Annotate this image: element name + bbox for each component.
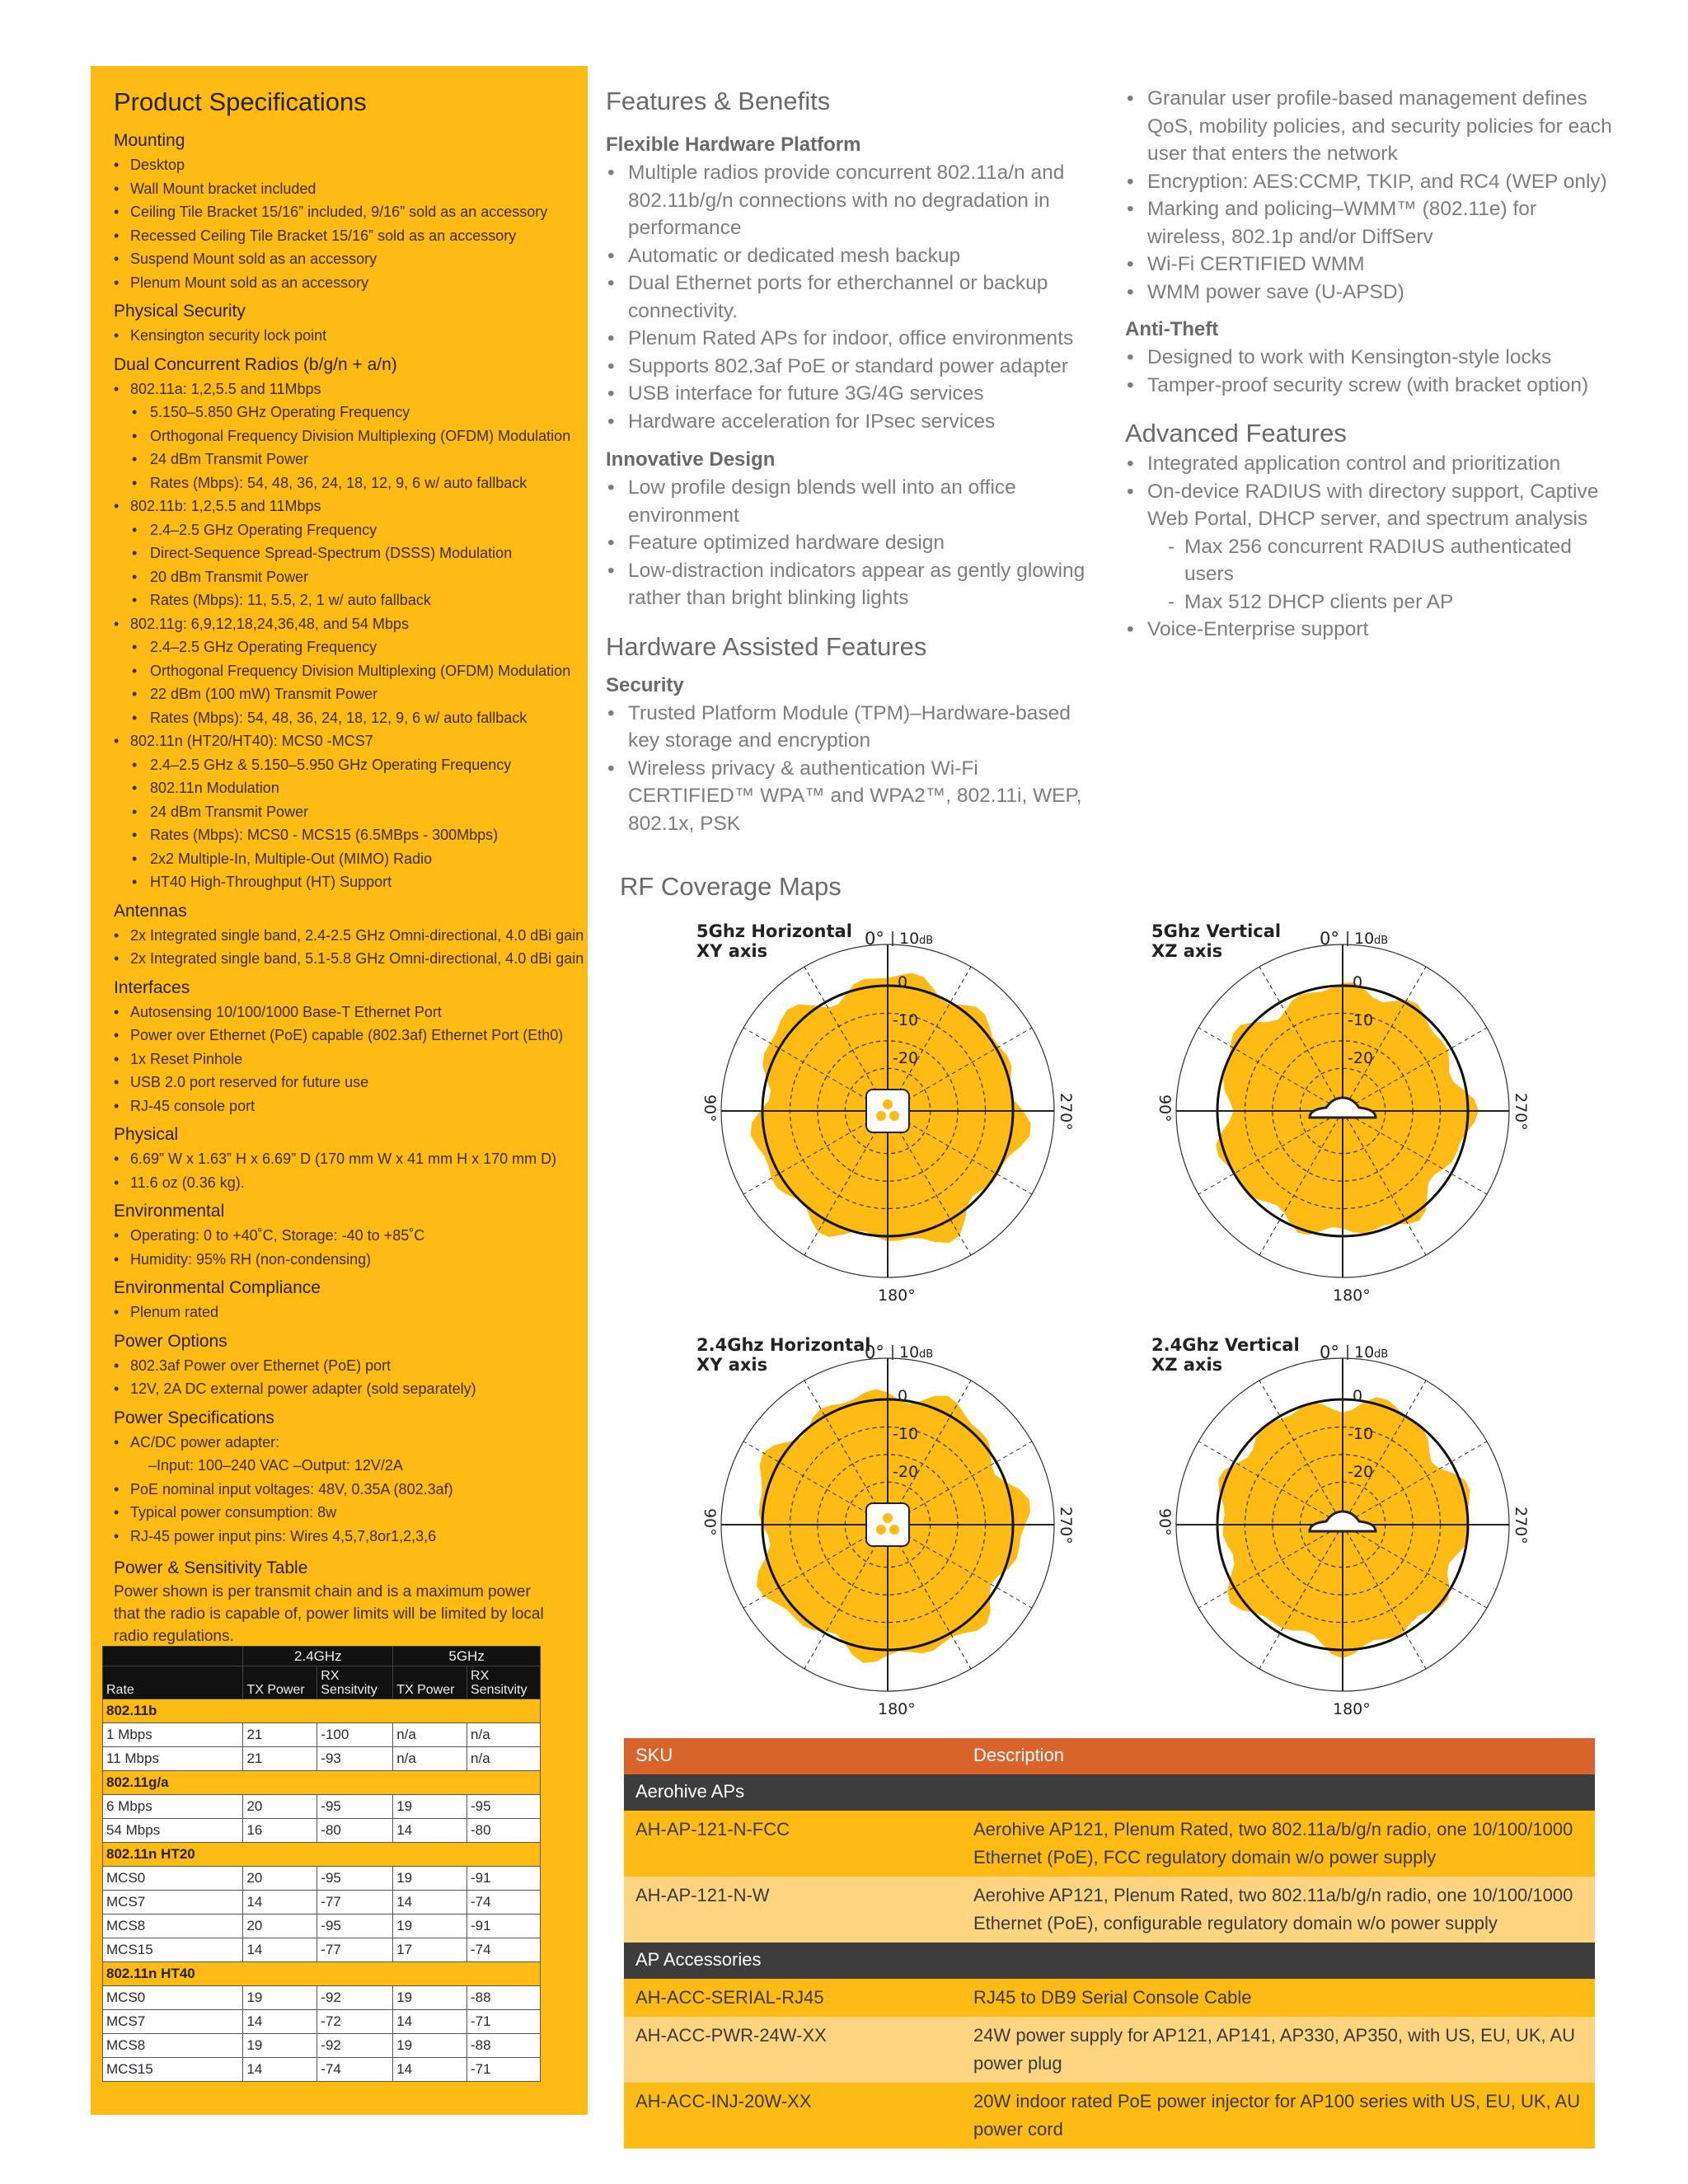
table-cell: n/a (467, 1747, 541, 1771)
spec-item: • RJ-45 power input pins: Wires 4,5,7,8or1,2,3,6 (114, 1525, 565, 1549)
list-item: • Marking and policing–WMM™ (802.11e) for wireless, 802.1p and/or DiffServ (1125, 195, 1620, 251)
spec-item: • Ceiling Tile Bracket 15/16” included, 9/16” sold as an accessory (114, 200, 565, 224)
table-cell: 14 (393, 2010, 467, 2034)
angle-label-90: 90° (1156, 1094, 1174, 1122)
spec-item: • 802.3af Power over Ethernet (PoE) port (114, 1354, 565, 1378)
list-item: • Feature optimized hardware design (606, 529, 1100, 557)
flexible-hardware-heading: Flexible Hardware Platform (606, 134, 861, 156)
table-row (103, 1795, 541, 1819)
logo-dot-icon (889, 1525, 899, 1535)
table-cell: n/a (393, 1723, 467, 1747)
spec-item: • Humidity: 95% RH (non-condensing) (114, 1248, 565, 1272)
advanced-features-list (1125, 450, 1620, 644)
sku-section-row (624, 1774, 1595, 1811)
spec-item: • Orthogonal Frequency Division Multiplexing (OFDM) Modulation (114, 659, 565, 683)
table-cell: -74 (467, 1891, 541, 1915)
table-cell: 14 (243, 2058, 317, 2082)
spec-list (114, 1431, 565, 1549)
spec-item: • Desktop (114, 153, 565, 177)
spec-item: • Plenum rated (114, 1301, 565, 1324)
table-cell: MCS8 (103, 1915, 243, 1938)
spec-list (114, 1224, 565, 1271)
scale-unit: dB (919, 1348, 934, 1361)
angle-label-270: 270° (1512, 1093, 1530, 1131)
table-cell: 20 (243, 1915, 317, 1938)
table-cell: 17 (393, 1938, 467, 1962)
spec-item: • Plenum Mount sold as an accessory (114, 271, 565, 295)
spec-section-heading: Mounting (114, 131, 185, 150)
logo-dot-icon (883, 1099, 893, 1109)
sku-table (624, 1738, 1595, 2149)
angle-label-270: 270° (1057, 1093, 1075, 1131)
power-sensitivity-table (102, 1646, 541, 2082)
group-label: 802.11b (103, 1699, 541, 1723)
flexible-hardware-list (606, 159, 1100, 435)
list-item: • On-device RADIUS with directory support, Captive Web Portal, DHCP server, and spectrum analysis (1125, 478, 1620, 533)
angle-label-90: 90° (1156, 1508, 1174, 1536)
sku-section-label: AP Accessories (624, 1943, 1595, 1979)
security-heading: Security (606, 673, 684, 696)
table-cell: 21 (243, 1723, 317, 1747)
spec-section-heading: Environmental (114, 1202, 225, 1221)
spec-list (114, 153, 565, 294)
spec-item: • 2.4–2.5 GHz & 5.150–5.950 GHz Operating Frequency (114, 753, 565, 777)
product-specifications-panel (91, 66, 588, 2115)
sku-row (624, 1979, 1595, 2017)
polar-plot (672, 921, 1100, 1325)
table-cell: MCS8 (103, 2034, 243, 2058)
list-item: • Automatic or dedicated mesh backup (606, 242, 1100, 270)
table-cell: -95 (317, 1867, 393, 1891)
spec-item: • 2x Integrated single band, 2.4-2.5 GHz Omni-directional, 4.0 dBi gain (114, 924, 565, 948)
rf-map-title (696, 1335, 871, 1375)
spec-section-heading: Interfaces (114, 977, 190, 997)
list-item: • WMM power save (U-APSD) (1125, 279, 1620, 307)
spec-item: • 11.6 oz (0.36 kg). (114, 1171, 565, 1195)
spec-item: • Typical power consumption: 8w (114, 1501, 565, 1525)
advanced-features-title: Advanced Features (1125, 419, 1347, 448)
list-item: - Max 256 concurrent RADIUS authenticated users (1125, 533, 1620, 588)
table-row (103, 1915, 541, 1938)
rf-map-axis: XY axis (696, 941, 768, 961)
ring-label-10: -10 (893, 1425, 919, 1443)
spec-section-heading: Antennas (114, 901, 187, 921)
group-label: 802.11n HT20 (103, 1843, 541, 1867)
angle-label-180: 180° (878, 1286, 916, 1305)
table-group-row (103, 1843, 541, 1867)
angle-label-0: 0° (1320, 929, 1339, 949)
spec-section-heading: Power Options (114, 1331, 227, 1351)
spec-sections (114, 129, 584, 1548)
spec-item: • RJ-45 console port (114, 1094, 565, 1118)
spec-item: • 20 dBm Transmit Power (114, 565, 565, 589)
rf-map-band: 2.4Ghz Vertical (1151, 1335, 1300, 1355)
table-cell: 14 (243, 2010, 317, 2034)
rf-map-title (1151, 1335, 1300, 1375)
spec-section-heading: Physical (114, 1125, 179, 1144)
spec-item: • 802.11g: 6,9,12,18,24,36,48, and 54 Mbps (114, 612, 565, 636)
table-cell: -91 (467, 1915, 541, 1938)
rf-map-band: 5Ghz Vertical (1151, 921, 1282, 941)
logo-dot-icon (876, 1525, 886, 1535)
features-continued-column (1125, 85, 1620, 644)
table-cell: 19 (393, 1795, 467, 1819)
rf-map-title (696, 921, 852, 961)
spec-section-heading: Physical Security (114, 302, 246, 321)
sku-description: Aerohive AP121, Plenum Rated, two 802.11a/b/g/n radio, one 10/100/1000 Ethernet (PoE), configurable regulatory domain w/o power supply (962, 1877, 1595, 1943)
table-row (103, 1747, 541, 1771)
list-item: • Wireless privacy & authentication Wi-Fi CERTIFIED™ WPA™ and WPA2™, 802.11i, WEP, 802.1x, PSK (606, 755, 1100, 838)
polar-plot (1127, 1335, 1555, 1739)
list-item: • Granular user profile-based management defines QoS, mobility policies, and security policies for each user that enters the network (1125, 85, 1620, 168)
features-benefits-column (606, 85, 1100, 837)
logo-dot-icon (876, 1111, 886, 1121)
rf-map (672, 1335, 1100, 1739)
spec-list (114, 1001, 565, 1118)
list-item: • Trusted Platform Module (TPM)–Hardware-based key storage and encryption (606, 700, 1100, 755)
table-group-row (103, 1771, 541, 1795)
table-cell: 19 (243, 2034, 317, 2058)
spec-list (114, 1147, 565, 1194)
tx-power-header: TX Power (243, 1666, 317, 1699)
innovative-design-heading: Innovative Design (606, 448, 776, 471)
table-cell: 21 (243, 1747, 317, 1771)
anti-theft-heading: Anti-Theft (1125, 318, 1219, 340)
spec-item: • 24 dBm Transmit Power (114, 448, 565, 471)
rf-map-axis: XZ axis (1151, 1355, 1223, 1375)
spec-list (114, 924, 584, 971)
list-item: • Low profile design blends well into an office environment (606, 474, 1100, 529)
ring-label-0: 0 (898, 1387, 908, 1405)
sku-description: Aerohive AP121, Plenum Rated, two 802.11a/b/g/n radio, one 10/100/1000 Ethernet (PoE), FCC regulatory domain w/o power supply (962, 1811, 1595, 1877)
sku-code: AH-ACC-INJ-20W-XX (624, 2083, 962, 2149)
table-cell: -71 (467, 2058, 541, 2082)
list-item: • Integrated application control and prioritization (1125, 450, 1620, 478)
spec-section-heading: Dual Concurrent Radios (b/g/n + a/n) (114, 354, 397, 374)
access-point-icon (866, 1090, 909, 1132)
table-cell: -74 (317, 2058, 393, 2082)
product-specifications-title: Product Specifications (114, 87, 367, 116)
innovative-design-list (606, 474, 1100, 612)
scale-unit: dB (1374, 1348, 1389, 1361)
list-item: • Designed to work with Kensington-style locks (1125, 344, 1620, 372)
table-cell: MCS0 (103, 1986, 243, 2010)
spec-item: • USB 2.0 port reserved for future use (114, 1071, 565, 1094)
spec-item: • Orthogonal Frequency Division Multiplexing (OFDM) Modulation (114, 424, 565, 448)
scale-label: 10 (899, 930, 920, 948)
scale-label: 10 (1354, 930, 1375, 948)
spec-list (114, 377, 571, 894)
table-cell: 14 (243, 1891, 317, 1915)
spec-item: • 2.4–2.5 GHz Operating Frequency (114, 635, 565, 659)
table-cell: -77 (317, 1938, 393, 1962)
list-item: • Low-distraction indicators appear as gently glowing rather than bright blinking lights (606, 557, 1100, 612)
ring-label-10: -10 (893, 1011, 919, 1029)
spec-item: • 5.150–5.850 GHz Operating Frequency (114, 401, 565, 424)
table-cell: n/a (467, 1723, 541, 1747)
ring-label-20: -20 (893, 1049, 919, 1067)
table-cell: 14 (243, 1938, 317, 1962)
group-label: 802.11g/a (103, 1771, 541, 1795)
angle-label-0: 0° (865, 1343, 884, 1362)
ring-label-0: 0 (898, 973, 908, 991)
angle-label-0: 0° (865, 929, 884, 949)
logo-dot-icon (889, 1111, 899, 1121)
power-table-heading: Power & Sensitivity Table (114, 1558, 308, 1577)
spec-item: • Kensington security lock point (114, 324, 565, 348)
table-cell: 20 (243, 1867, 317, 1891)
table-cell: -91 (467, 1867, 541, 1891)
table-cell: -72 (317, 2010, 393, 2034)
angle-label-270: 270° (1512, 1507, 1530, 1544)
sku-code: AH-ACC-PWR-24W-XX (624, 2017, 962, 2083)
spec-item: • Rates (Mbps): MCS0 - MCS15 (6.5MBps - 300Mbps) (114, 823, 565, 847)
rf-map-band: 2.4Ghz Horizontal (696, 1335, 871, 1355)
table-cell: 19 (243, 1986, 317, 2010)
scale-unit: dB (919, 935, 934, 947)
access-point-icon (866, 1503, 909, 1546)
table-cell: n/a (393, 1747, 467, 1771)
scale-unit: dB (1374, 935, 1389, 947)
table-cell: -74 (467, 1938, 541, 1962)
list-item: • Voice-Enterprise support (1125, 616, 1620, 644)
table-cell: -88 (467, 2034, 541, 2058)
band-24ghz-header: 2.4GHz (243, 1647, 393, 1666)
list-item: • Encryption: AES:CCMP, TKIP, and RC4 (WEP only) (1125, 168, 1620, 196)
angle-label-90: 90° (701, 1094, 719, 1122)
polar-plot (672, 1335, 1100, 1739)
sku-code: AH-AP-121-N-FCC (624, 1811, 962, 1877)
table-cell: -95 (467, 1795, 541, 1819)
table-group-row (103, 1699, 541, 1723)
angle-label-180: 180° (1333, 1286, 1371, 1305)
ring-label-10: -10 (1348, 1425, 1374, 1443)
spec-item: • 802.11n Modulation (114, 776, 565, 800)
list-item: • USB interface for future 3G/4G services (606, 380, 1100, 408)
spec-item: • 24 dBm Transmit Power (114, 800, 565, 824)
band-5ghz-header: 5GHz (393, 1647, 541, 1666)
rf-map-axis: XZ axis (1151, 941, 1223, 961)
spec-item: • Rates (Mbps): 54, 48, 36, 24, 18, 12, 9, 6 w/ auto fallback (114, 471, 565, 495)
hardware-assisted-title: Hardware Assisted Features (606, 631, 927, 661)
rf-map (1127, 1335, 1555, 1739)
ring-label-20: -20 (1348, 1049, 1374, 1067)
table-row (103, 2010, 541, 2034)
list-item: • Tamper-proof security screw (with bracket option) (1125, 372, 1620, 400)
table-cell: 14 (393, 1891, 467, 1915)
sku-section-label: Aerohive APs (624, 1774, 1595, 1811)
group-label: 802.11n HT40 (103, 1962, 541, 1986)
spec-item: • Recessed Ceiling Tile Bracket 15/16” sold as an accessory (114, 224, 565, 248)
scale-label: 10 (899, 1343, 920, 1361)
table-cell: -80 (467, 1819, 541, 1843)
ring-label-0: 0 (1353, 973, 1363, 991)
security-list (606, 700, 1100, 838)
sku-description: RJ45 to DB9 Serial Console Cable (962, 1979, 1595, 2017)
list-item: • Dual Ethernet ports for etherchannel or backup connectivity. (606, 269, 1100, 325)
rf-map (672, 921, 1100, 1325)
table-row (103, 1819, 541, 1843)
table-cell: 19 (393, 2034, 467, 2058)
table-cell: 20 (243, 1795, 317, 1819)
table-cell: 1 Mbps (103, 1723, 243, 1747)
table-cell: 14 (393, 2058, 467, 2082)
rf-map-title (1151, 921, 1281, 961)
spec-item: • Suspend Mount sold as an accessory (114, 247, 565, 271)
spec-item: • Wall Mount bracket included (114, 177, 565, 201)
rf-map-band: 5Ghz Horizontal (696, 921, 852, 941)
table-cell: 19 (393, 1867, 467, 1891)
table-cell: 19 (393, 1986, 467, 2010)
spec-item: • Autosensing 10/100/1000 Base-T Ethernet Port (114, 1001, 565, 1024)
spec-item: • 1x Reset Pinhole (114, 1047, 565, 1071)
table-row (103, 2034, 541, 2058)
sku-row (624, 2017, 1595, 2083)
table-cell: 19 (393, 1915, 467, 1938)
table-cell: MCS7 (103, 1891, 243, 1915)
spec-item: • Operating: 0 to +40˚C, Storage: -40 to +85˚C (114, 1224, 565, 1248)
table-cell: -80 (317, 1819, 393, 1843)
spec-item: • Power over Ethernet (PoE) capable (802.3af) Ethernet Port (Eth0) (114, 1024, 565, 1047)
sku-row (624, 1811, 1595, 1877)
table-cell: -92 (317, 2034, 393, 2058)
spec-item: • 12V, 2A DC external power adapter (sold separately) (114, 1377, 565, 1401)
spec-list (114, 1301, 565, 1324)
table-cell: -95 (317, 1795, 393, 1819)
list-item: • Multiple radios provide concurrent 802.11a/n and 802.11b/g/n connections with no degradation in performance (606, 159, 1100, 242)
spec-item: • Direct-Sequence Spread-Spectrum (DSSS) Modulation (114, 541, 565, 565)
table-row (103, 1986, 541, 2010)
sku-row (624, 2083, 1595, 2149)
spec-list (114, 324, 565, 348)
list-item: • Wi-Fi CERTIFIED WMM (1125, 251, 1620, 279)
rx-sensitivity-header: RX Sensitvity (317, 1666, 393, 1699)
table-row (103, 1723, 541, 1747)
spec-item: • 2.4–2.5 GHz Operating Frequency (114, 518, 565, 542)
table-row (103, 1938, 541, 1962)
power-table-note: Power shown is per transmit chain and is a maximum power that the radio is capable of, power limits will be limited by local radio regulations. (114, 1583, 544, 1645)
table-cell: 14 (393, 1819, 467, 1843)
spec-item: • 2x2 Multiple-In, Multiple-Out (MIMO) Radio (114, 847, 565, 871)
table-cell: MCS7 (103, 2010, 243, 2034)
security-features-list (1125, 85, 1620, 306)
sku-code: AH-ACC-SERIAL-RJ45 (624, 1979, 962, 2017)
spec-item: • HT40 High-Throughput (HT) Support (114, 870, 565, 894)
table-cell: 6 Mbps (103, 1795, 243, 1819)
angle-label-180: 180° (878, 1700, 916, 1718)
sku-description: 20W indoor rated PoE power injector for AP100 series with US, EU, UK, AU power cord (962, 2083, 1595, 2149)
angle-label-180: 180° (1333, 1700, 1371, 1718)
table-cell: -88 (467, 1986, 541, 2010)
spec-item: • 802.11b: 1,2,5.5 and 11Mbps (114, 494, 565, 518)
table-cell: -93 (317, 1747, 393, 1771)
ring-label-20: -20 (893, 1463, 919, 1481)
sku-header: SKU (624, 1738, 962, 1774)
ring-label-20: -20 (1348, 1463, 1374, 1481)
spec-item: • AC/DC power adapter: (114, 1431, 565, 1455)
spec-item: • Rates (Mbps): 11, 5.5, 2, 1 w/ auto fallback (114, 588, 565, 612)
rx-sensitivity-header: RX Sensitvity (467, 1666, 541, 1699)
sku-row (624, 1877, 1595, 1943)
table-cell: -95 (317, 1915, 393, 1938)
list-item: • Supports 802.3af PoE or standard power adapter (606, 353, 1100, 381)
spec-item: • 802.11a: 1,2,5.5 and 11Mbps (114, 377, 565, 401)
scale-label: 10 (1354, 1343, 1375, 1361)
sku-code: AH-AP-121-N-W (624, 1877, 962, 1943)
spec-item: • 22 dBm (100 mW) Transmit Power (114, 682, 565, 706)
sku-section-row (624, 1943, 1595, 1979)
features-benefits-title: Features & Benefits (606, 87, 831, 115)
tx-power-header: TX Power (393, 1666, 467, 1699)
rf-map-axis: XY axis (696, 1355, 768, 1375)
angle-label-270: 270° (1057, 1507, 1075, 1544)
rf-coverage-title: RF Coverage Maps (620, 872, 842, 901)
angle-label-90: 90° (701, 1508, 719, 1536)
anti-theft-list (1125, 344, 1620, 399)
angle-label-0: 0° (1320, 1343, 1339, 1362)
rf-map (1127, 921, 1555, 1325)
description-header: Description (962, 1738, 1595, 1774)
table-row (103, 1867, 541, 1891)
table-cell: 54 Mbps (103, 1819, 243, 1843)
list-item: - Max 512 DHCP clients per AP (1125, 588, 1620, 616)
polar-plot (1127, 921, 1555, 1325)
table-cell: MCS15 (103, 1938, 243, 1962)
rate-header: Rate (103, 1666, 243, 1699)
table-cell: -100 (317, 1723, 393, 1747)
spec-item: • 802.11n (HT20/HT40): MCS0 -MCS7 (114, 729, 565, 753)
table-row (103, 2058, 541, 2082)
table-group-row (103, 1962, 541, 1986)
table-cell: -77 (317, 1891, 393, 1915)
list-item: • Plenum Rated APs for indoor, office environments (606, 325, 1100, 353)
logo-dot-icon (883, 1513, 893, 1523)
spec-section-heading: Environmental Compliance (114, 1278, 321, 1297)
sku-description: 24W power supply for AP121, AP141, AP330, AP350, with US, EU, UK, AU power plug (962, 2017, 1595, 2083)
spec-item: • Rates (Mbps): 54, 48, 36, 24, 18, 12, 9, 6 w/ auto fallback (114, 706, 565, 730)
table-cell: 16 (243, 1819, 317, 1843)
spec-item: • 2x Integrated single band, 5.1-5.8 GHz Omni-directional, 4.0 dBi gain (114, 947, 565, 971)
list-item: • Hardware acceleration for IPsec services (606, 408, 1100, 436)
spec-list (114, 1354, 565, 1401)
ring-label-10: -10 (1348, 1011, 1374, 1029)
table-row (103, 1891, 541, 1915)
table-cell: 11 Mbps (103, 1747, 243, 1771)
spec-item: –Input: 100–240 VAC –Output: 12V/2A (148, 1457, 403, 1474)
table-cell: MCS15 (103, 2058, 243, 2082)
spec-item: • 6.69” W x 1.63” H x 6.69” D (170 mm W x 41 mm H x 170 mm D) (114, 1147, 565, 1171)
spec-section-heading: Power Specifications (114, 1408, 274, 1427)
table-cell: -71 (467, 2010, 541, 2034)
ring-label-0: 0 (1353, 1387, 1363, 1405)
table-cell: -92 (317, 1986, 393, 2010)
spec-item: • PoE nominal input voltages: 48V, 0.35A (802.3af) (114, 1478, 565, 1502)
table-cell: MCS0 (103, 1867, 243, 1891)
